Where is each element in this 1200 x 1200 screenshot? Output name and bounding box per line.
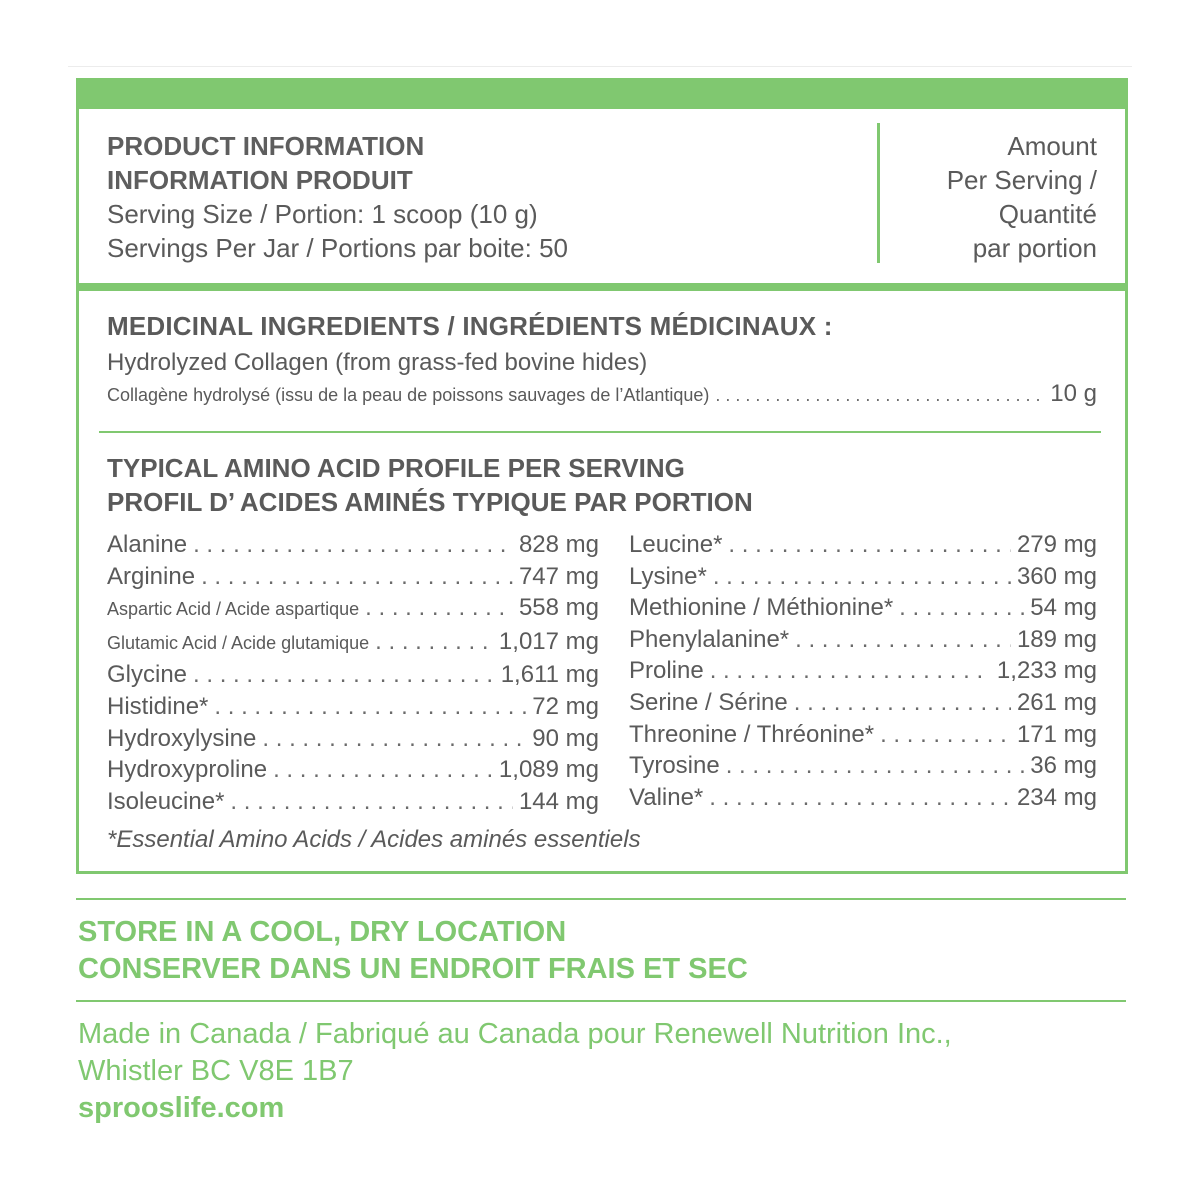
amino-amount: 558 mg — [518, 594, 599, 622]
amount-per-serving-block — [947, 129, 1097, 265]
storage-divider-bottom — [76, 1000, 1126, 1002]
amino-name: Methionine / Méthionine* — [629, 594, 894, 622]
amino-row — [629, 782, 1097, 814]
amino-name: Isoleucine* — [107, 787, 225, 815]
amino-row — [629, 719, 1097, 751]
amino-amount: 261 mg — [1016, 688, 1097, 716]
amino-row — [629, 655, 1097, 687]
amino-row — [629, 687, 1097, 719]
amino-amount: 36 mg — [1030, 752, 1097, 780]
made-line-1: Made in Canada / Fabriqué au Canada pour Renewell Nutrition Inc., — [78, 1018, 952, 1050]
amino-amount: 360 mg — [1016, 562, 1097, 590]
dot-leader — [365, 592, 513, 624]
amino-amount: 279 mg — [1016, 531, 1097, 558]
amino-row — [629, 624, 1097, 656]
amino-row — [107, 786, 599, 818]
storage-instructions — [78, 914, 748, 988]
amino-name: Valine* — [629, 783, 704, 811]
amino-column-left — [107, 529, 599, 817]
amino-name: Histidine* — [107, 692, 209, 720]
thin-divider — [99, 431, 1101, 433]
product-info-title-fr: INFORMATION PRODUIT — [107, 165, 413, 195]
amino-name: Tyrosine — [629, 752, 720, 780]
medicinal-row — [107, 379, 1097, 410]
top-divider — [68, 66, 1132, 67]
amino-row — [107, 626, 599, 660]
dot-leader — [880, 719, 1011, 751]
amino-row — [107, 691, 599, 723]
column-divider — [877, 123, 880, 263]
dot-leader — [214, 691, 526, 723]
amino-name: Serine / Sérine — [629, 688, 788, 716]
product-info-panel — [76, 78, 1128, 874]
panel-header-bar — [79, 81, 1125, 109]
amino-name: Proline — [629, 657, 704, 685]
amount-line: Per Serving / — [946, 165, 1097, 195]
medicinal-name-en: Hydrolyzed Collagen (from grass-fed bovine hides) — [107, 349, 648, 376]
essential-amino-note: *Essential Amino Acids / Acides aminés essentiels — [107, 826, 641, 854]
dot-leader — [193, 529, 513, 561]
amino-name: Hydroxylysine — [107, 724, 257, 752]
made-line-2: Whistler BC V8E 1B7 — [78, 1055, 354, 1087]
amino-name: Aspartic Acid / Acide aspartique — [107, 599, 360, 620]
dot-leader — [273, 754, 493, 786]
dot-leader — [709, 782, 1011, 814]
dot-leader — [715, 380, 1044, 410]
amino-name: Phenylalanine* — [629, 625, 790, 653]
amino-name: Hydroxyproline — [107, 756, 268, 784]
product-info-title-en: PRODUCT INFORMATION — [107, 131, 425, 161]
serving-size: Serving Size / Portion: 1 scoop (10 g) — [107, 199, 538, 229]
dot-leader — [726, 750, 1025, 782]
amino-row — [107, 529, 599, 561]
amino-amount: 54 mg — [1030, 594, 1097, 622]
amino-row — [629, 561, 1097, 593]
amino-row — [107, 592, 599, 626]
amino-amount: 747 mg — [518, 562, 599, 590]
amino-name: Lysine* — [629, 562, 707, 590]
dot-leader — [375, 626, 493, 658]
amino-name: Arginine — [107, 562, 196, 590]
amino-amount: 90 mg — [532, 724, 599, 752]
amino-amount: 144 mg — [518, 787, 599, 815]
amino-amount: 1,611 mg — [500, 661, 599, 689]
amino-amount: 171 mg — [1016, 720, 1097, 748]
amount-line: Amount — [1007, 131, 1097, 161]
amino-row — [629, 592, 1097, 624]
amino-row — [629, 750, 1097, 782]
dot-leader — [795, 624, 1011, 656]
amino-name: Glycine — [107, 661, 188, 689]
medicinal-amount: 10 g — [1050, 380, 1097, 407]
amino-amount: 828 mg — [518, 531, 599, 558]
dot-leader — [794, 687, 1011, 719]
amino-row — [107, 723, 599, 755]
dot-leader — [201, 561, 513, 593]
amino-column-right — [629, 529, 1097, 817]
amino-name: Threonine / Thréonine* — [629, 720, 875, 748]
amino-name: Glutamic Acid / Acide glutamique — [107, 632, 370, 653]
amino-acid-section — [107, 451, 1097, 855]
amino-heading-en: TYPICAL AMINO ACID PROFILE PER SERVING — [107, 453, 685, 483]
medicinal-name-fr: Collagène hydrolysé (issu de la peau de poissons sauvages de l’Atlantique) — [107, 385, 710, 405]
amino-name: Alanine — [107, 531, 188, 558]
product-info-block — [107, 129, 568, 265]
amino-amount: 1,017 mg — [498, 627, 599, 655]
amino-table — [107, 529, 1097, 817]
medicinal-heading: MEDICINAL INGREDIENTS / INGRÉDIENTS MÉDICINAUX : — [107, 311, 833, 341]
storage-line-fr: CONSERVER DANS UN ENDROIT FRAIS ET SEC — [78, 953, 748, 985]
amino-name: Leucine* — [629, 531, 723, 558]
manufacturer-info — [78, 1016, 952, 1090]
amino-row — [107, 561, 599, 593]
servings-per-jar: Servings Per Jar / Portions par boite: 50 — [107, 233, 569, 263]
amino-amount: 1,233 mg — [996, 657, 1097, 685]
amino-amount: 72 mg — [532, 692, 599, 720]
medicinal-ingredients-section — [107, 309, 1097, 410]
amount-line: Quantité — [998, 199, 1097, 229]
section-divider — [79, 283, 1125, 291]
storage-line-en: STORE IN A COOL, DRY LOCATION — [78, 916, 567, 948]
amino-amount: 189 mg — [1016, 625, 1097, 653]
dot-leader — [713, 561, 1011, 593]
amino-row — [629, 529, 1097, 561]
dot-leader — [899, 592, 1024, 624]
amino-heading-fr: PROFIL D’ ACIDES AMINÉS TYPIQUE PAR PORTION — [107, 487, 753, 517]
amino-row — [107, 659, 599, 691]
dot-leader — [193, 659, 495, 691]
amino-amount: 1,089 mg — [498, 756, 599, 784]
amino-amount: 234 mg — [1016, 783, 1097, 811]
amount-line: par portion — [972, 233, 1097, 263]
dot-leader — [710, 655, 991, 687]
amino-row — [107, 754, 599, 786]
dot-leader — [230, 786, 513, 818]
storage-divider-top — [76, 898, 1126, 900]
dot-leader — [728, 529, 1011, 561]
dot-leader — [262, 723, 526, 755]
website-link[interactable]: sprooslife.com — [78, 1092, 285, 1124]
